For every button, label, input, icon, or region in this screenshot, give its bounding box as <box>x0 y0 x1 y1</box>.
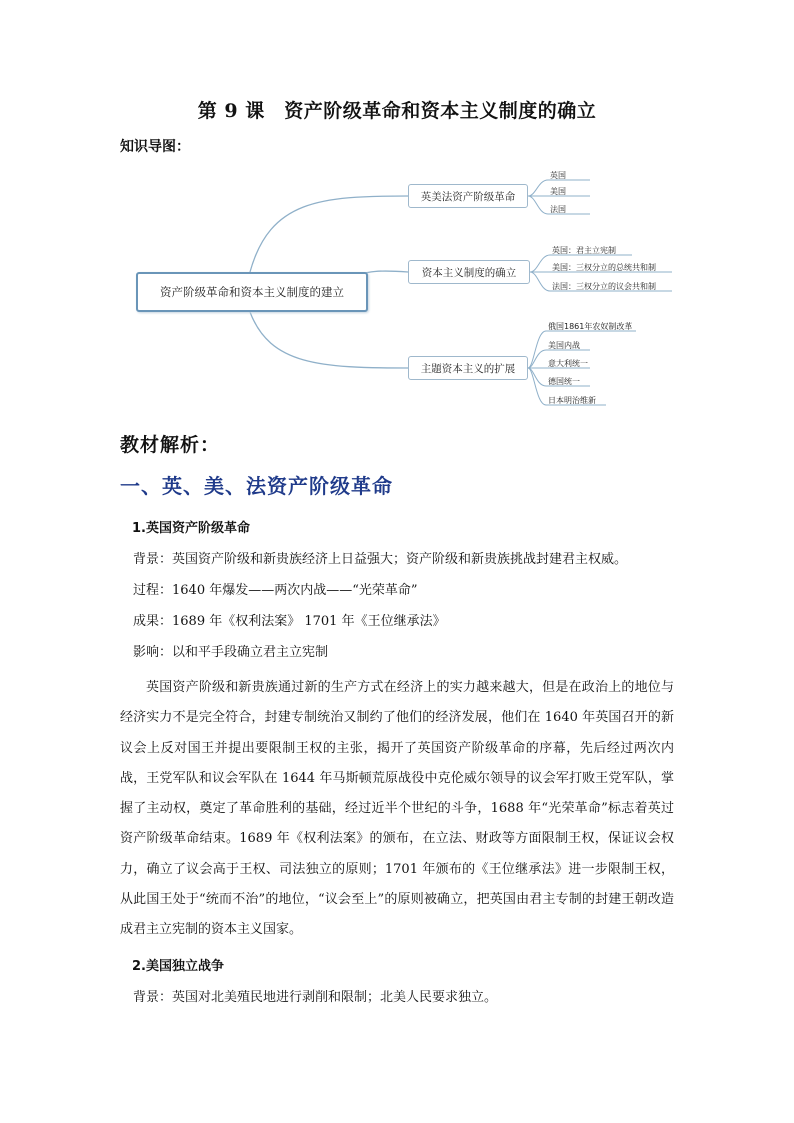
mindmap-root: 资产阶级革命和资本主义制度的建立 <box>136 272 368 312</box>
mindmap-leaf: 美国内战 <box>548 341 580 350</box>
mind-map <box>120 160 680 420</box>
mindmap-leaf: 日本明治维新 <box>548 396 596 405</box>
page-title: 第 9 课 资产阶级革命和资本主义制度的确立 <box>197 100 597 122</box>
england-impact: 影响：以和平手段确立君主立宪制 <box>133 645 329 660</box>
subsection-heading-america: 2.美国独立战争 <box>132 959 224 974</box>
mindmap-branch-expansion: 主題资本主义的扩展 <box>408 356 528 380</box>
subsection-heading-england: 1.英国资产阶级革命 <box>132 521 250 536</box>
england-process: 过程：1640 年爆发——两次内战——“光荣革命” <box>133 583 418 598</box>
section-heading: 教材解析： <box>120 434 221 456</box>
mindmap-leaf: 意大利统一 <box>548 359 588 368</box>
england-results: 成果：1689 年《权利法案》 1701 年《王位继承法》 <box>133 614 446 629</box>
mindmap-leaf: 德国统一 <box>548 377 580 386</box>
england-paragraph: 英国资产阶级和新贵族通过新的生产方式在经济上的实力越来越大，但是在政治上的地位与经济实力不是完全符合，封建专制统治又制约了他们的经济发展，他们在 1640 年英国召开的新议会上反对国王并提出要限制王权的主张，揭开了英国资产阶级革命的序幕，先后经过两次内战，王党军队和议会军队在 1644 年马斯顿荒原战役中克伦威尔领导的议会军打败王党军队，掌握了主动权，奠定了革命胜利的基础，经过近半个世纪的斗争，1688 年“光荣革命”标志着英过资产阶级革命结束。1689 年《权利法案》的颁布，在立法、财政等方面限制王权，保证议会权力，确立了议会高于王权、司法独立的原则；1701 年颁布的《王位继承法》进一步限制王权，从此国王处于“统而不治”的地位，“议会至上”的原则被确立，把英国由君主专制的封建王朝改造成君主立宪制的资本主义国家。 <box>120 680 674 938</box>
mindmap-branch-revolutions: 英美法资产阶级革命 <box>408 184 528 208</box>
mindmap-leaf: 英国 <box>550 171 566 180</box>
mindmap-branch-establishment: 资本主义制度的确立 <box>408 260 530 284</box>
mindmap-leaf: 法国：三权分立的议会共和制 <box>552 282 656 291</box>
mindmap-leaf: 美国：三权分立的总统共和制 <box>552 263 656 272</box>
mindmap-leaf: 英国：君主立宪制 <box>552 246 616 255</box>
mindmap-leaf: 俄国1861年农奴制改革 <box>548 322 633 331</box>
england-background: 背景：英国资产阶级和新贵族经济上日益强大；资产阶级和新贵族挑战封建君主权威。 <box>133 552 628 567</box>
mindmap-leaf: 法国 <box>550 205 566 214</box>
mindmap-leaf: 美国 <box>550 187 566 196</box>
mindmap-heading: 知识导图： <box>120 139 190 155</box>
part-heading: 一、英、美、法资产阶级革命 <box>120 474 393 498</box>
america-background: 背景：英国对北美殖民地进行剥削和限制；北美人民要求独立。 <box>133 990 498 1005</box>
